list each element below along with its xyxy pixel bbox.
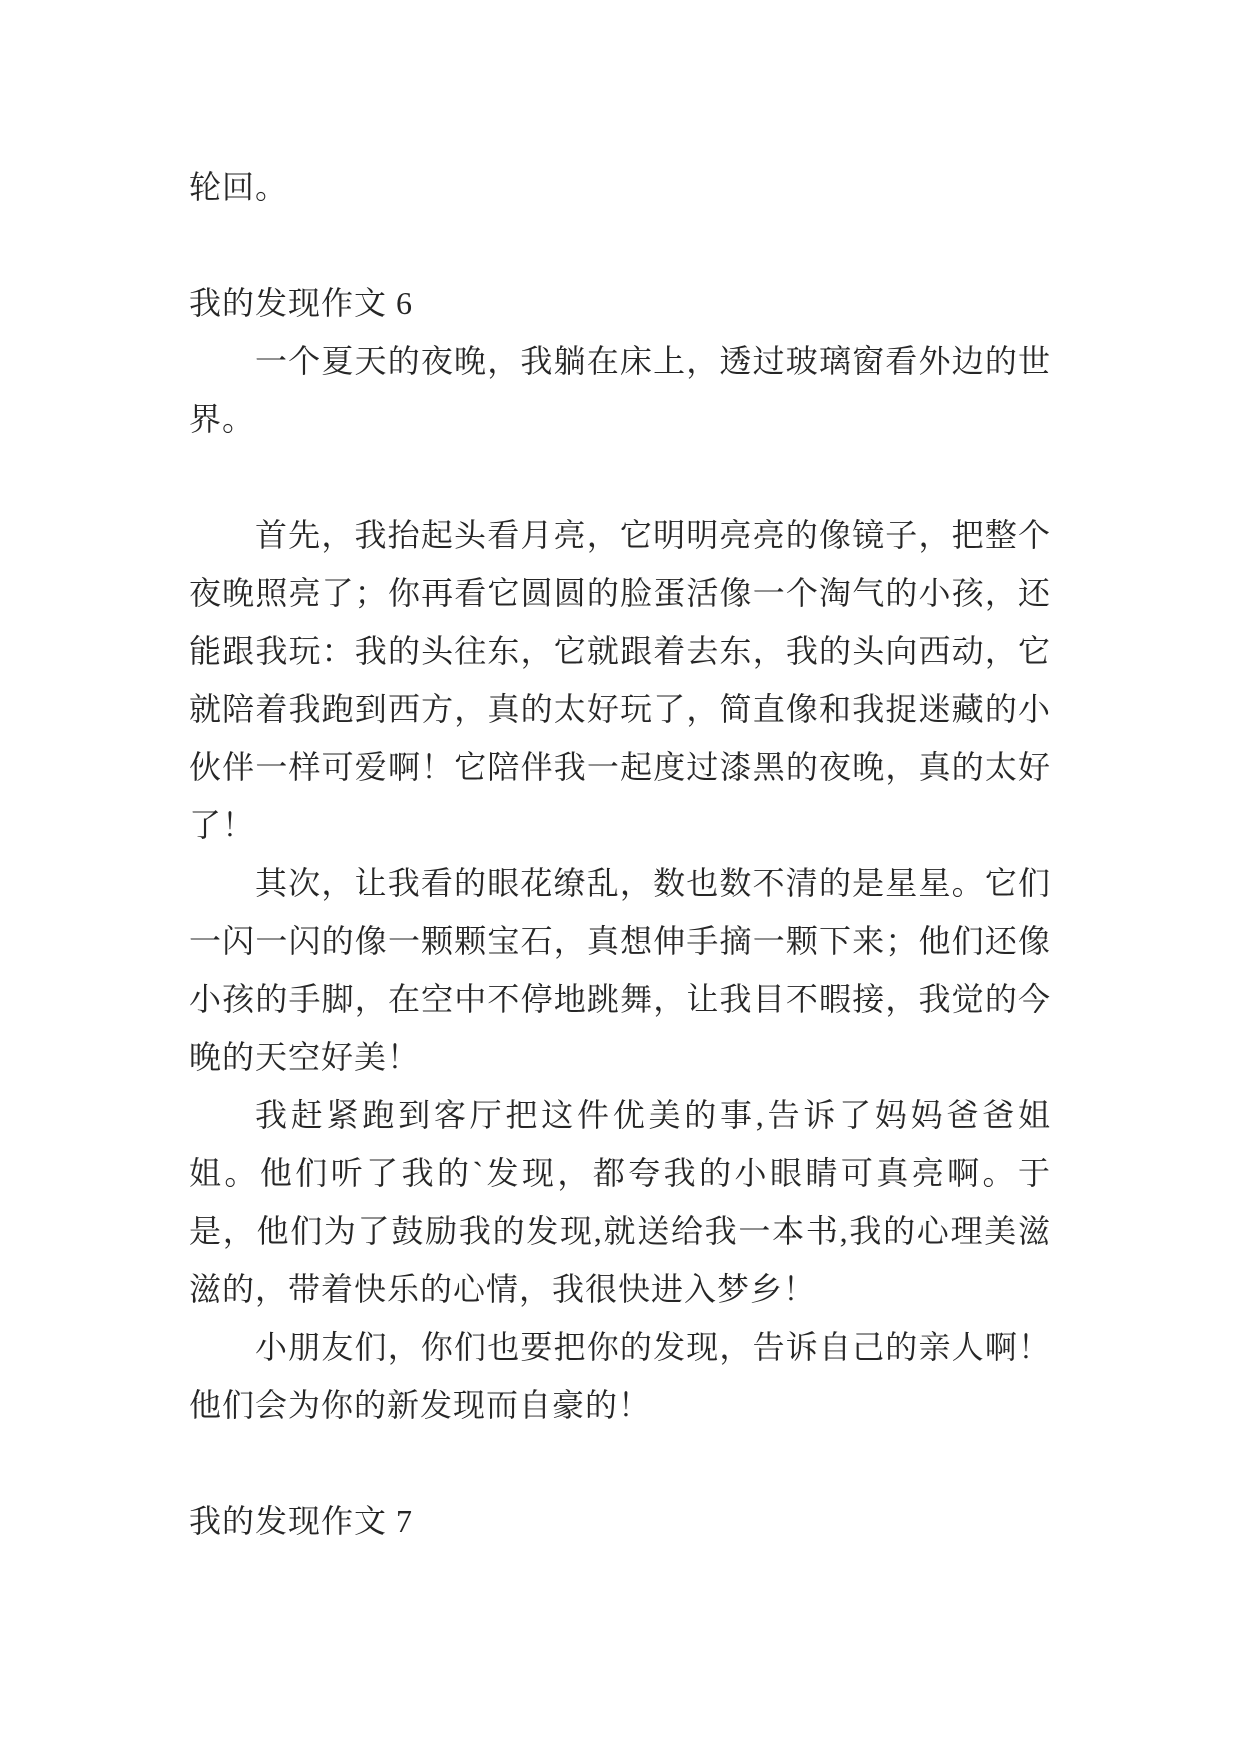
essay-6-title: 我的发现作文 6 xyxy=(189,285,414,321)
essay-6-paragraph-moon: 首先，我抬起头看月亮，它明明亮亮的像镜子，把整个夜晚照亮了；你再看它圆圆的脸蛋活像一个淘气的小孩，还能跟我玩：我的头往东，它就跟着去东，我的头向西动，它就陪着我跑到西方，真的太好玩了，简直像和我捉迷藏的小伙伴一样可爱啊！它陪伴我一起度过漆黑的夜晚，真的太好了！ xyxy=(189,517,1051,843)
essay-6-paragraph-stars: 其次，让我看的眼花缭乱，数也数不清的是星星。它们一闪一闪的像一颗颗宝石，真想伸手摘一颗下来；他们还像小孩的手脚，在空中不停地跳舞，让我目不暇接，我觉的今晚的天空好美！ xyxy=(189,865,1051,1075)
essay-6-paragraph-family: 我赶紧跑到客厅把这件优美的事,告诉了妈妈爸爸姐姐。他们听了我的`发现，都夸我的小眼睛可真亮啊。于是，他们为了鼓励我的发现,就送给我一本书,我的心理美滋滋的，带着快乐的心情，我很快进入梦乡！ xyxy=(189,1097,1051,1307)
prev-essay-ending-paragraph: 轮回。 xyxy=(189,169,289,205)
essay-7-title: 我的发现作文 7 xyxy=(189,1503,414,1539)
essay-6-paragraph-intro: 一个夏天的夜晚，我躺在床上，透过玻璃窗看外边的世界。 xyxy=(189,343,1051,437)
essay-6-paragraph-closing: 小朋友们，你们也要把你的发现，告诉自己的亲人啊！他们会为你的新发现而自豪的！ xyxy=(189,1329,1051,1423)
